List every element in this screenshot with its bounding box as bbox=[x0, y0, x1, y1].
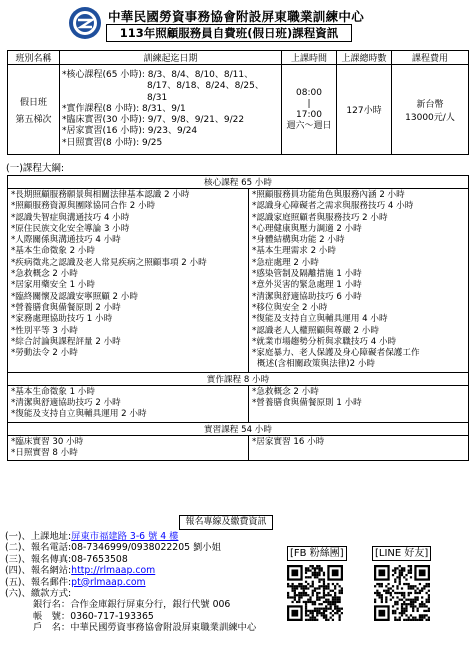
list-item: *臨終關懷及認識安寧照顧 2 小時 bbox=[11, 291, 138, 302]
header-total-hours: 上課總時數 bbox=[337, 51, 392, 65]
payment-label: (六)、繳款方式: bbox=[5, 588, 72, 600]
internship-left-column bbox=[8, 435, 249, 461]
list-item: *身體結構與功能 2 小時 bbox=[252, 235, 345, 246]
course-outline-label: (一)課程大綱: bbox=[6, 163, 65, 174]
time-separator: | bbox=[307, 98, 311, 109]
phone-label: (二)、報名電話: bbox=[5, 542, 72, 554]
organization-logo bbox=[68, 6, 102, 40]
list-item: *急救概念 2 小時 bbox=[11, 269, 78, 280]
header-fee: 課程費用 bbox=[392, 51, 469, 65]
fax-value: 08-7653508 bbox=[71, 553, 128, 565]
website-label: (四)、報名網站: bbox=[5, 565, 72, 577]
bank-name: 銀行名：合作金庫銀行屏東分行，銀行代號 006 bbox=[33, 599, 231, 611]
registration-title: 報名專線及繳費資訊 bbox=[179, 515, 273, 530]
internship-right-column bbox=[249, 435, 469, 461]
payment-row bbox=[5, 588, 256, 599]
bank-account: 帳 號：0360-717-193365 bbox=[33, 610, 154, 622]
list-item: *基本生命徵象 1 小時 bbox=[11, 386, 95, 397]
email-link[interactable]: pt@rlmaap.com bbox=[71, 576, 146, 588]
class-name-cell bbox=[8, 65, 60, 155]
line-qr-code[interactable] bbox=[374, 565, 430, 621]
schedule-line: 8/31 bbox=[147, 92, 168, 103]
list-item: *疾病徵兆之認識及老人常見疾病之照顧事項 2 小時 bbox=[11, 257, 207, 268]
list-item: *營養膳食與備餐原則 1 小時 bbox=[252, 398, 362, 409]
list-item: *居家實習 16 小時 bbox=[252, 436, 325, 447]
list-item: *臨床實習 30 小時 bbox=[11, 436, 84, 447]
header-class-time: 上課時間 bbox=[282, 51, 337, 65]
schedule-line: *臨床實習(30 小時): 9/7、9/8、9/21、9/22 bbox=[62, 115, 245, 126]
class-batch: 第五梯次 bbox=[15, 114, 52, 125]
schedule-line: *居家實習(16 小時): 9/23、9/24 bbox=[62, 126, 198, 137]
practice-right-column bbox=[249, 385, 469, 422]
class-info-table bbox=[7, 50, 469, 155]
core-left-column bbox=[8, 189, 249, 373]
list-item: *居家用藥安全 1 小時 bbox=[11, 280, 95, 291]
list-item: *認識家庭照顧者與服務技巧 2 小時 bbox=[252, 212, 388, 223]
list-item: *人際關係與溝通技巧 4 小時 bbox=[11, 235, 121, 246]
list-item: *家庭暴力、老人保護及身心障礙者保護工作 bbox=[252, 348, 420, 359]
schedule-line: 8/17、8/18、8/24、8/25、 bbox=[147, 81, 264, 92]
list-item: *就業市場趨勢分析與求職技巧 4 小時 bbox=[252, 336, 397, 347]
email-row bbox=[5, 577, 256, 588]
schedule-line: *實作課程(8 小時): 8/31、9/1 bbox=[62, 103, 186, 114]
list-item: *復能及支持自立與輔具運用 4 小時 bbox=[252, 314, 388, 325]
registration-contact bbox=[5, 531, 256, 634]
list-item: *感染管制及隔離措施 1 小時 bbox=[252, 269, 362, 280]
core-right-column bbox=[249, 189, 469, 373]
list-item: *基本生命徵象 2 小時 bbox=[11, 246, 95, 257]
schedule-line: *核心課程(65 小時): 8/3、8/4、8/10、8/11、 bbox=[62, 70, 254, 81]
list-item: *日照實習 8 小時 bbox=[11, 447, 78, 458]
list-item: *認識身心障礙者之需求與服務技巧 4 小時 bbox=[252, 201, 414, 212]
list-item: *性別平等 3 小時 bbox=[11, 325, 78, 336]
list-item: *長期照顧服務願景與相關法律基本認識 2 小時 bbox=[11, 190, 190, 200]
class-time-cell bbox=[282, 65, 337, 155]
core-heading: 核心課程 65 小時 bbox=[8, 176, 469, 189]
list-item: *急症處理 2 小時 bbox=[252, 257, 319, 268]
total-hours-cell: 127小時 bbox=[337, 65, 392, 155]
address-link[interactable]: 屏東市福建路 3-6 號 4 樓 bbox=[71, 531, 179, 542]
fb-qr-code[interactable] bbox=[287, 565, 343, 621]
list-item: *認識失智症與溝通技巧 4 小時 bbox=[11, 212, 130, 223]
fee-cell bbox=[392, 65, 469, 155]
practice-left-column bbox=[8, 385, 249, 422]
list-item: *家務處理協助技巧 1 小時 bbox=[11, 314, 113, 325]
phone-value: 08-7346999/0938022205 劉小姐 bbox=[71, 542, 221, 554]
list-item: *原住民族文化安全導論 3 小時 bbox=[11, 223, 130, 234]
organization-name: 中華民國勞資事務協會附設屏東職業訓練中心 bbox=[108, 9, 365, 24]
fee-amount: 13000元/人 bbox=[405, 112, 455, 123]
list-item: *照顧服務員功能角色與服務內涵 2 小時 bbox=[252, 190, 405, 200]
course-outline-table bbox=[7, 175, 469, 461]
internship-heading: 實習課程 54 小時 bbox=[8, 422, 469, 435]
list-item: *綜合討論與課程評量 2 小時 bbox=[11, 336, 121, 347]
list-item: *復能及支持自立與輔具運用 2 小時 bbox=[11, 409, 147, 420]
header-class-name: 班別名稱 bbox=[8, 51, 60, 65]
fax-row bbox=[5, 554, 256, 565]
list-item: 概述(含相關政策與法律)2 小時 bbox=[257, 359, 376, 370]
fb-label: [FB 粉絲團] bbox=[287, 546, 347, 561]
bank-holder: 戶 名：中華民國勞資事務協會附設屏東職業訓練中心 bbox=[33, 622, 257, 634]
list-item: *意外災害的緊急處理 1 小時 bbox=[252, 280, 362, 291]
list-item: *營養膳食與備餐原則 2 小時 bbox=[11, 302, 121, 313]
phone-row bbox=[5, 542, 256, 553]
fax-label: (三)、報名傳真: bbox=[5, 553, 72, 565]
schedule-line: *日照實習(8 小時): 9/25 bbox=[62, 137, 163, 148]
class-name: 假日班 bbox=[19, 97, 47, 108]
website-row bbox=[5, 565, 256, 576]
address-row bbox=[5, 531, 256, 542]
list-item: *勞動法令 2 小時 bbox=[11, 348, 78, 359]
schedule-cell bbox=[60, 65, 282, 155]
website-link[interactable]: http://rlmaap.com bbox=[71, 565, 156, 577]
list-item: *清潔與舒適協助技巧 2 小時 bbox=[11, 398, 121, 409]
end-time: 17:00 bbox=[296, 109, 322, 120]
fee-currency: 新台幣 bbox=[416, 99, 444, 110]
list-item: *基本生理需求 2 小時 bbox=[252, 246, 336, 257]
list-item: *清潔與舒適協助技巧 6 小時 bbox=[252, 291, 362, 302]
email-label: (五)、報名郵件: bbox=[5, 576, 72, 588]
class-days: 週六～週日 bbox=[286, 120, 332, 131]
class-title: 113年照顧服務員自費班(假日班)課程資訊 bbox=[106, 24, 352, 42]
address-label: (一)、上課地址: bbox=[5, 531, 72, 542]
list-item: *照顧服務資源與團隊協同合作 2 小時 bbox=[11, 201, 156, 212]
header-training-dates: 訓練起迄日期 bbox=[60, 51, 282, 65]
list-item: *移位與安全 2 小時 bbox=[252, 302, 328, 313]
list-item: *心理健康與壓力調適 2 小時 bbox=[252, 223, 362, 234]
list-item: *急救概念 2 小時 bbox=[252, 386, 319, 397]
list-item: *認識老人人權照顧與尊嚴 2 小時 bbox=[252, 325, 379, 336]
practice-heading: 實作課程 8 小時 bbox=[8, 372, 469, 385]
line-label: [LINE 好友] bbox=[372, 546, 431, 561]
start-time: 08:00 bbox=[296, 87, 322, 98]
